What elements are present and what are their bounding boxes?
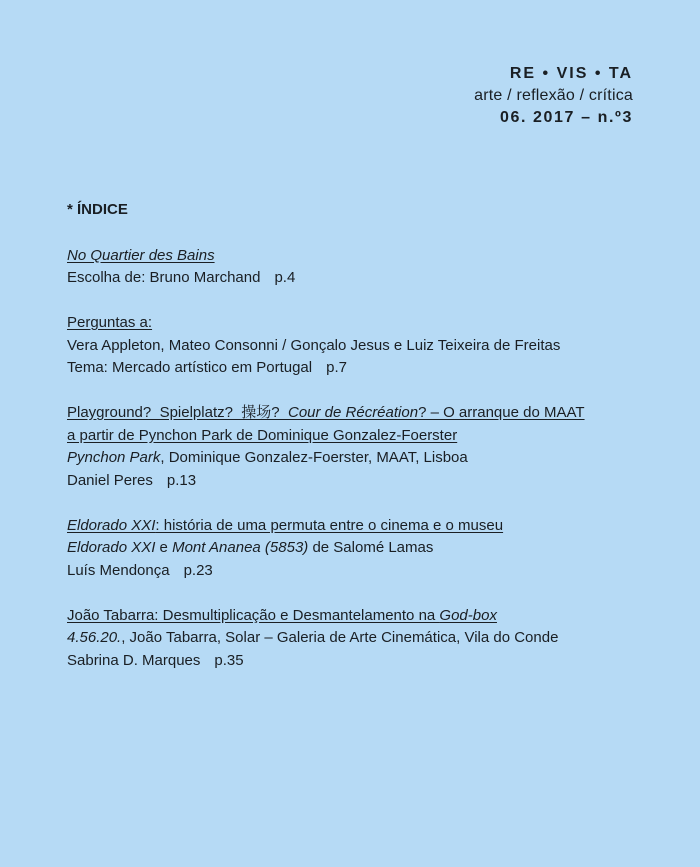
index-entry-5 [67,605,667,673]
entry-5-work-details: , João Tabarra, Solar – Galeria de Arte Cinemática, Vila do Conde [121,629,559,646]
entry-2-title: Perguntas a: [67,314,153,331]
index-heading: * ÍNDICE [67,201,128,218]
entry-1-title: No Quartier des Bains [67,246,215,264]
entry-2-people: Vera Appleton, Mateo Consonni / Gonçalo Jesus e Luiz Teixeira de Freitas [67,336,561,354]
entry-1-meta: Escolha de: Bruno Marchand [67,269,261,286]
index-entry-2 [67,312,667,380]
entry-5-title-italic: God-box [439,606,497,624]
entry-4-page: p.23 [183,561,213,579]
entry-4-title-italic: Eldorado XXI [67,516,156,534]
magazine-title: RE • VIS • TA [509,65,633,82]
entry-4-work2: Mont Ananea (5853) [172,539,309,556]
entry-3-author: Daniel Peres [67,471,153,489]
entry-4-title-rest: : história de uma permuta entre o cinema e o museu [155,516,504,534]
index-entry-4 [67,515,667,583]
table-of-contents [67,199,667,695]
entry-5-title-main: João Tabarra: Desmultiplicação e Desmantelamento na [67,606,440,624]
magazine-subtitle: arte / reflexão / crítica [474,87,633,104]
entry-3-work-details: , Dominique Gonzalez-Foerster, MAAT, Lisboa [160,449,468,466]
entry-1-page: p.4 [274,269,296,286]
entry-3-title-line2: a partir de Pynchon Park de Dominique Gonzalez-Foerster [67,426,458,444]
entry-4-work1: Eldorado XXI [67,539,156,556]
entry-5-work-title: 4.56.20. [67,629,122,646]
entry-3-page: p.13 [166,471,197,489]
entry-3-title-part1: Playground?_Spielplatz?_操场?_ [67,404,288,421]
issue-number: 06. 2017 – n.º3 [499,109,633,126]
entry-3-title-part2: Cour de Récréation [287,404,419,421]
index-entry-3 [67,402,667,492]
entry-3-title-part3: ? – O arranque do MAAT [418,404,585,421]
entry-3-title [67,402,667,425]
entry-5-title [67,605,667,628]
entry-4-title [67,515,667,538]
entry-4-author: Luís Mendonça [67,561,170,579]
entry-4-work-details: de Salomé Lamas [308,539,434,556]
index-entry-1 [67,245,667,290]
entry-5-page: p.35 [214,651,244,669]
entry-4-work-and: e [155,539,173,556]
masthead [474,63,633,129]
entry-3-work-title: Pynchon Park [67,449,161,466]
entry-2-page: p.7 [326,359,347,376]
entry-2-meta: Tema: Mercado artístico em Portugal [67,359,313,376]
entry-5-author: Sabrina D. Marques [67,651,201,669]
